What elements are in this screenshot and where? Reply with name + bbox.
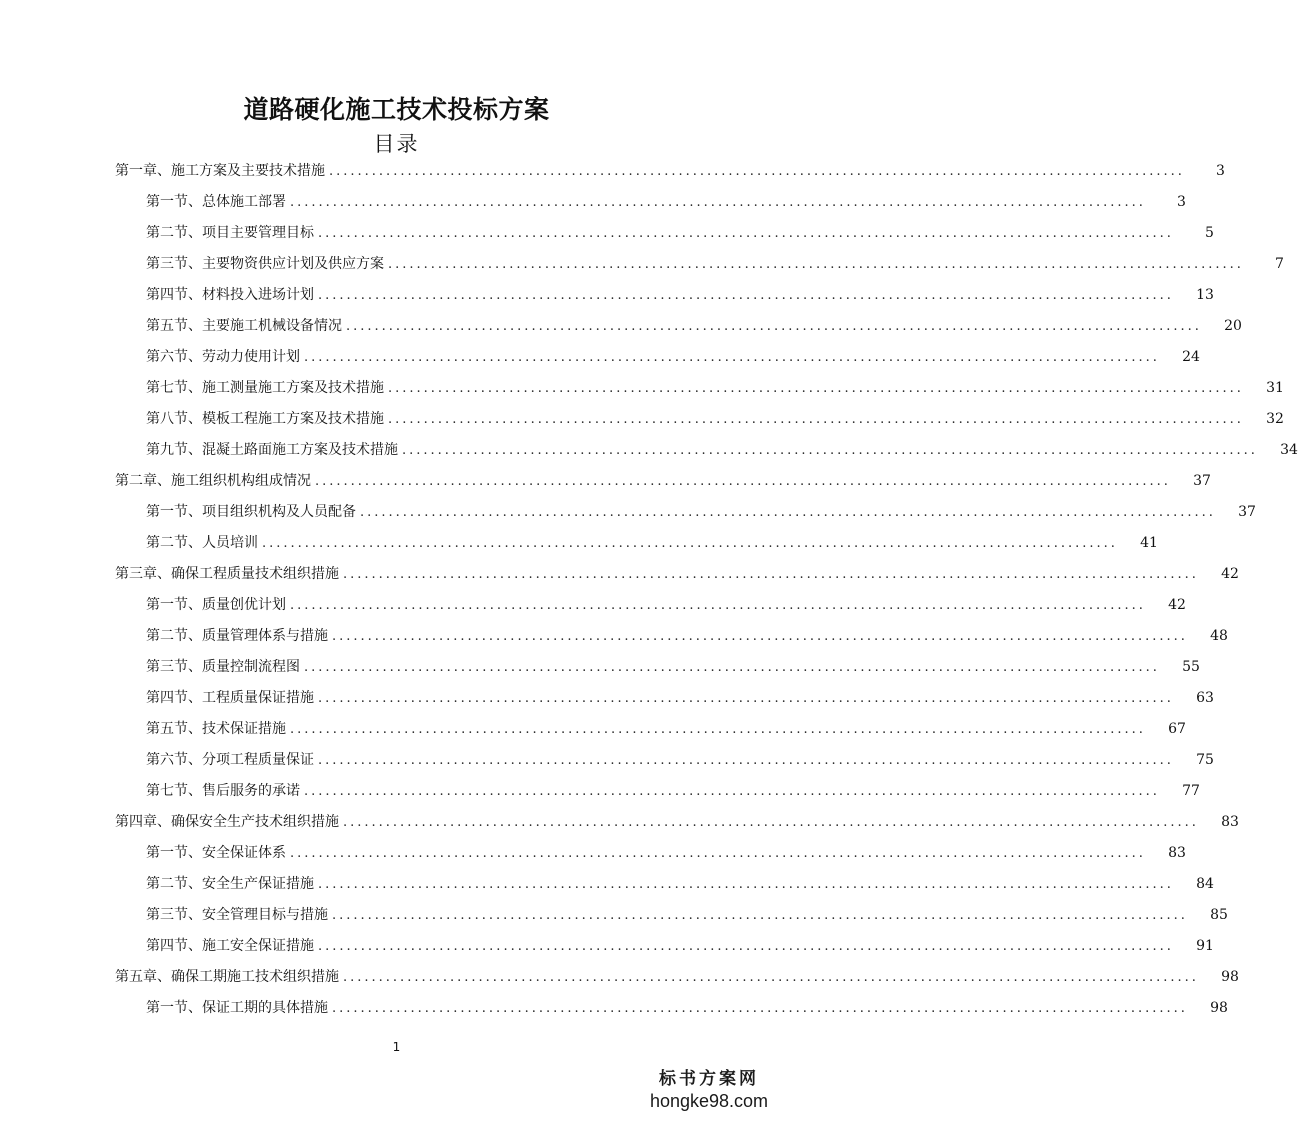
toc-entry-label: 第一节、项目组织机构及人员配备	[146, 504, 356, 520]
toc-entry-label: 第七节、施工测量施工方案及技术措施	[146, 380, 384, 396]
toc-section-entry[interactable]	[0, 342, 1200, 373]
toc-dot-leader: ........................................................................................................................	[332, 1001, 1188, 1016]
watermark-text-en: hongke98.com	[649, 1091, 769, 1111]
toc-section-entry[interactable]	[0, 776, 1200, 807]
toc-entry-page: 42	[1221, 566, 1239, 582]
toc-dot-leader: ........................................................................................................................	[402, 443, 1258, 458]
toc-entry-page: 63	[1196, 690, 1214, 706]
toc-entry-page: 75	[1196, 752, 1214, 768]
toc-dot-leader: ........................................................................................................................	[360, 505, 1216, 520]
toc-entry-page: 34	[1280, 442, 1298, 458]
toc-chapter-entry[interactable]	[0, 962, 1239, 993]
toc-section-entry[interactable]	[0, 528, 1158, 559]
toc-entry-label: 第四节、材料投入进场计划	[146, 287, 314, 303]
toc-dot-leader: ........................................................................................................................	[346, 319, 1202, 334]
toc-entry-label: 第一节、总体施工部署	[146, 194, 286, 210]
toc-entry-label: 第一章、施工方案及主要技术措施	[115, 163, 325, 179]
toc-entry-page: 67	[1168, 721, 1186, 737]
toc-section-entry[interactable]	[0, 652, 1200, 683]
toc-entry-page: 41	[1140, 535, 1158, 551]
toc-dot-leader: ........................................................................................................................	[290, 195, 1146, 210]
toc-dot-leader: ........................................................................................................................	[343, 567, 1199, 582]
toc-chapter-entry[interactable]	[0, 807, 1239, 838]
toc-entry-page: 98	[1221, 969, 1239, 985]
toc-chapter-entry[interactable]	[0, 466, 1211, 497]
toc-entry-label: 第二节、人员培训	[146, 535, 258, 551]
toc-dot-leader: ........................................................................................................................	[318, 226, 1174, 241]
toc-entry-page: 98	[1210, 1000, 1228, 1016]
toc-entry-page: 24	[1182, 349, 1200, 365]
toc-dot-leader: ........................................................................................................................	[304, 660, 1160, 675]
toc-dot-leader: ........................................................................................................................	[318, 753, 1174, 768]
toc-section-entry[interactable]	[0, 311, 1242, 342]
toc-entry-page: 7	[1274, 256, 1284, 272]
toc-entry-page: 55	[1182, 659, 1200, 675]
toc-section-entry[interactable]	[0, 838, 1186, 869]
toc-dot-leader: ........................................................................................................................	[315, 474, 1171, 489]
toc-entry-label: 第一节、质量创优计划	[146, 597, 286, 613]
toc-dot-leader: ........................................................................................................................	[343, 970, 1199, 985]
toc-entry-page: 42	[1168, 597, 1186, 613]
toc-section-entry[interactable]	[0, 745, 1214, 776]
toc-section-entry[interactable]	[0, 931, 1214, 962]
toc-entry-label: 第二章、施工组织机构组成情况	[115, 473, 311, 489]
toc-dot-leader: ........................................................................................................................	[343, 815, 1199, 830]
toc-entry-page: 32	[1266, 411, 1284, 427]
toc-dot-leader: ........................................................................................................................	[304, 350, 1160, 365]
watermark-logo	[639, 1068, 779, 1112]
toc-entry-label: 第四节、施工安全保证措施	[146, 938, 314, 954]
toc-section-entry[interactable]	[0, 714, 1186, 745]
toc-entry-page: 37	[1193, 473, 1211, 489]
toc-section-entry[interactable]	[0, 497, 1256, 528]
toc-entry-page: 83	[1221, 814, 1239, 830]
toc-entry-label: 第二节、质量管理体系与措施	[146, 628, 328, 644]
toc-dot-leader: ........................................................................................................................	[318, 939, 1174, 954]
toc-entry-page: 13	[1196, 287, 1214, 303]
toc-entry-page: 20	[1224, 318, 1242, 334]
toc-dot-leader: ........................................................................................................................	[388, 381, 1244, 396]
toc-section-entry[interactable]	[0, 218, 1214, 249]
toc-dot-leader: ........................................................................................................................	[318, 877, 1174, 892]
toc-entry-label: 第二节、安全生产保证措施	[146, 876, 314, 892]
toc-dot-leader: ........................................................................................................................	[318, 288, 1174, 303]
toc-entry-label: 第一节、安全保证体系	[146, 845, 286, 861]
toc-entry-label: 第三节、安全管理目标与措施	[146, 907, 328, 923]
toc-entry-label: 第五章、确保工期施工技术组织措施	[115, 969, 339, 985]
watermark-text-cn: 标书方案网	[659, 1069, 759, 1089]
toc-entry-label: 第五节、主要施工机械设备情况	[146, 318, 342, 334]
toc-entry-page: 48	[1210, 628, 1228, 644]
document-title: 道路硬化施工技术投标方案	[243, 95, 550, 124]
toc-dot-leader: ........................................................................................................................	[262, 536, 1118, 551]
toc-section-entry[interactable]	[0, 869, 1214, 900]
toc-entry-page: 3	[1215, 163, 1225, 179]
toc-entry-page: 83	[1168, 845, 1186, 861]
toc-entry-page: 3	[1176, 194, 1186, 210]
toc-dot-leader: ........................................................................................................................	[290, 722, 1146, 737]
toc-entry-page: 77	[1182, 783, 1200, 799]
toc-chapter-entry[interactable]	[0, 156, 1225, 187]
toc-entry-page: 84	[1196, 876, 1214, 892]
toc-dot-leader: ........................................................................................................................	[332, 629, 1188, 644]
toc-entry-page: 37	[1238, 504, 1256, 520]
toc-section-entry[interactable]	[0, 590, 1186, 621]
toc-dot-leader: ........................................................................................................................	[318, 691, 1174, 706]
toc-dot-leader: ........................................................................................................................	[304, 784, 1160, 799]
toc-section-entry[interactable]	[0, 187, 1186, 218]
toc-entry-label: 第四章、确保安全生产技术组织措施	[115, 814, 339, 830]
toc-section-entry[interactable]	[0, 373, 1284, 404]
toc-dot-leader: ........................................................................................................................	[388, 257, 1244, 272]
toc-entry-label: 第七节、售后服务的承诺	[146, 783, 300, 799]
toc-entry-page: 5	[1204, 225, 1214, 241]
toc-section-entry[interactable]	[0, 621, 1228, 652]
page-number: 1	[392, 1040, 401, 1054]
toc-chapter-entry[interactable]	[0, 559, 1239, 590]
toc-entry-label: 第四节、工程质量保证措施	[146, 690, 314, 706]
toc-section-entry[interactable]	[0, 993, 1228, 1024]
toc-dot-leader: ........................................................................................................................	[332, 908, 1188, 923]
toc-entry-label: 第八节、模板工程施工方案及技术措施	[146, 411, 384, 427]
toc-entry-label: 第六节、劳动力使用计划	[146, 349, 300, 365]
toc-section-entry[interactable]	[0, 249, 1284, 280]
toc-entry-page: 85	[1210, 907, 1228, 923]
toc-dot-leader: ........................................................................................................................	[388, 412, 1244, 427]
toc-entry-label: 第五节、技术保证措施	[146, 721, 286, 737]
toc-section-entry[interactable]	[0, 683, 1214, 714]
toc-entry-label: 第九节、混凝土路面施工方案及技术措施	[146, 442, 398, 458]
toc-entry-label: 第三节、质量控制流程图	[146, 659, 300, 675]
toc-entry-label: 第六节、分项工程质量保证	[146, 752, 314, 768]
toc-entry-label: 第三节、主要物资供应计划及供应方案	[146, 256, 384, 272]
toc-entry-label: 第二节、项目主要管理目标	[146, 225, 314, 241]
toc-entry-page: 31	[1266, 380, 1284, 396]
table-of-contents	[0, 156, 1298, 1024]
toc-section-entry[interactable]	[0, 404, 1284, 435]
toc-section-entry[interactable]	[0, 280, 1214, 311]
toc-dot-leader: ........................................................................................................................	[290, 846, 1146, 861]
toc-entry-label: 第三章、确保工程质量技术组织措施	[115, 566, 339, 582]
toc-heading: 目录	[373, 132, 420, 156]
toc-entry-page: 91	[1196, 938, 1214, 954]
toc-dot-leader: ........................................................................................................................	[290, 598, 1146, 613]
toc-dot-leader: ........................................................................................................................	[329, 164, 1185, 179]
toc-section-entry[interactable]	[0, 435, 1298, 466]
toc-section-entry[interactable]	[0, 900, 1228, 931]
toc-entry-label: 第一节、保证工期的具体措施	[146, 1000, 328, 1016]
